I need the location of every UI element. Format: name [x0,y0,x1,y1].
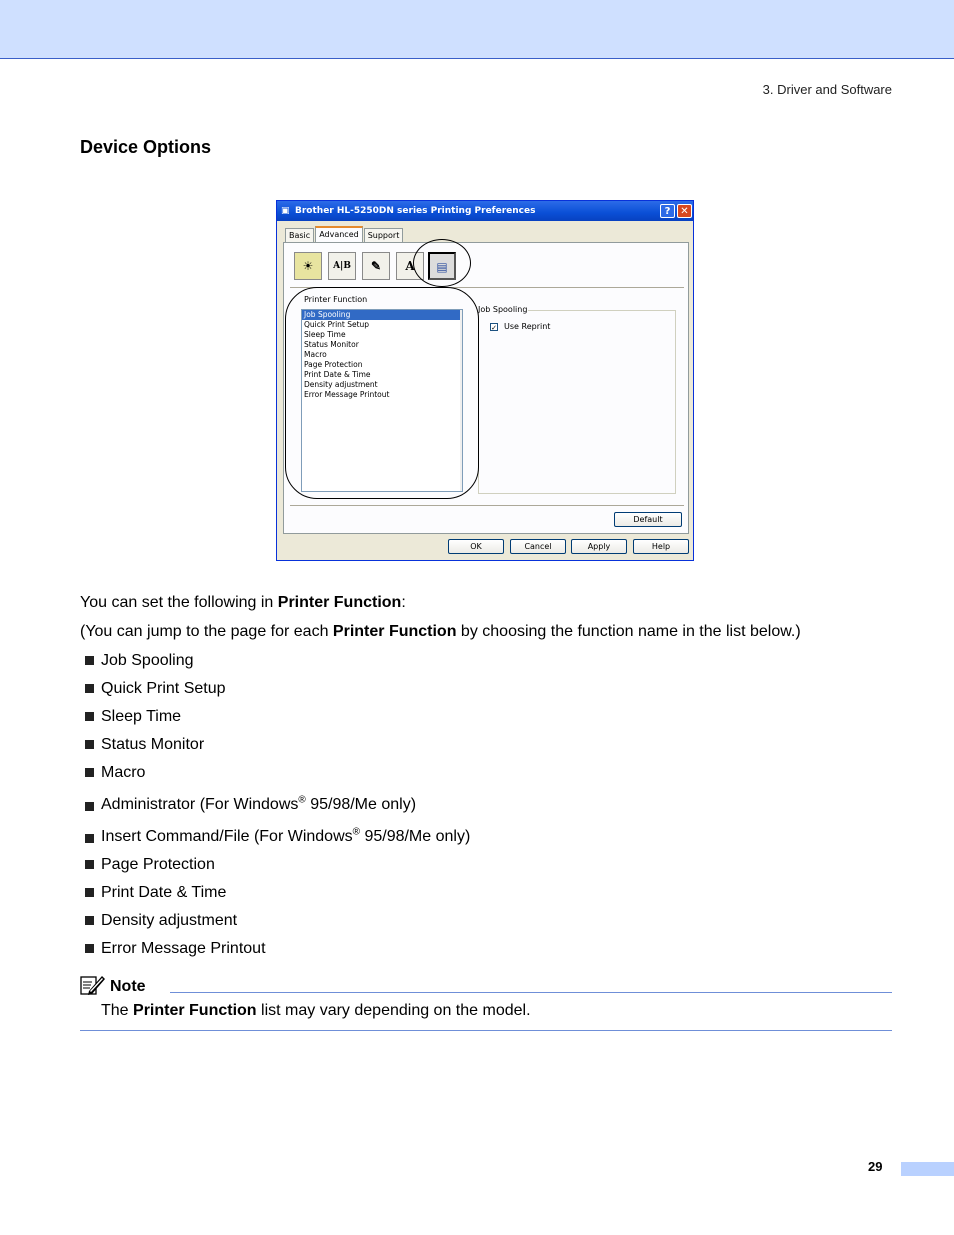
bullet-icon [85,916,94,925]
list-item[interactable]: Sleep Time [304,330,346,339]
list-item[interactable] [84,911,470,939]
feature-label: 95/98/Me only) [360,828,471,845]
list-item[interactable] [84,823,470,855]
tab-advanced[interactable]: Advanced [315,226,363,243]
intro-line-1-prefix: You can set the following in [80,594,278,611]
help-button[interactable]: Help [633,539,689,554]
help-titlebar-button[interactable]: ? [660,204,675,218]
duplex-icon[interactable]: A|B [328,252,356,280]
list-item[interactable] [84,855,470,883]
list-item[interactable] [84,679,470,707]
note-text [101,1002,531,1020]
registered-mark: ® [298,794,306,806]
list-item[interactable]: Error Message Printout [304,390,390,399]
note-pencil-icon [80,974,106,996]
note-divider-bottom [80,1030,892,1031]
bullet-icon [85,712,94,721]
bullet-icon [85,860,94,869]
list-item[interactable]: Macro [304,350,327,359]
feature-label: Insert Command/File (For Windows [101,828,353,845]
apply-button[interactable]: Apply [571,539,627,554]
bullet-icon [85,684,94,693]
tab-basic[interactable]: Basic [285,228,314,242]
page-tab-marker [901,1162,954,1176]
section-title: Device Options [80,137,212,157]
watermark-icon[interactable]: ✎ [362,252,390,280]
intro-line-1 [80,594,406,612]
use-reprint-label: Use Reprint [504,322,551,331]
printer-function-bullet-list [84,651,470,967]
intro-line-1-suffix: : [401,594,406,611]
default-button[interactable]: Default [614,512,682,527]
list-item[interactable]: Quick Print Setup [304,320,370,329]
advanced-panel [283,242,689,534]
list-item[interactable]: Density adjustment [304,380,378,389]
note-text-suffix: list may vary depending on the model. [256,1002,531,1019]
list-item[interactable] [84,939,470,967]
feature-label: Job Spooling [101,652,194,669]
list-item[interactable] [84,883,470,911]
feature-label: 95/98/Me only) [305,796,417,813]
feature-label: Status Monitor [101,736,205,753]
bullet-icon [85,944,94,953]
header-band [0,0,954,59]
device-options-icon[interactable]: ▤ [428,252,456,280]
feature-label: Administrator (For Windows [101,796,299,813]
list-item[interactable]: Job Spooling [302,310,462,320]
intro-line-1-bold: Printer Function [277,594,402,611]
print-quality-icon[interactable]: ☀ [294,252,322,280]
bullet-icon [85,656,94,665]
bullet-icon [85,768,94,777]
intro-line-2 [80,623,801,641]
registered-mark: ® [352,826,360,838]
feature-label: Quick Print Setup [101,680,226,697]
tab-support[interactable]: Support [364,228,404,242]
note-divider-top [170,992,892,993]
bullet-icon [85,802,94,811]
font-settings-icon[interactable]: A [396,252,424,280]
feature-label: Sleep Time [101,708,182,725]
chapter-header: 3. Driver and Software [762,82,892,97]
dialog-titlebar [277,201,693,221]
close-button[interactable]: ✕ [677,204,692,218]
list-item[interactable]: Status Monitor [304,340,359,349]
feature-label: Error Message Printout [101,940,266,957]
note-text-prefix: The [101,1002,134,1019]
feature-label: Macro [101,764,146,781]
note-text-bold: Printer Function [133,1002,257,1019]
job-spooling-label: Job Spooling [478,305,528,314]
bullet-icon [85,888,94,897]
list-item[interactable] [84,763,470,791]
printer-function-list[interactable] [301,309,463,492]
toolbar-divider [290,287,684,288]
list-item[interactable] [84,707,470,735]
list-item[interactable] [84,791,470,823]
list-item[interactable]: Page Protection [304,360,363,369]
list-item[interactable]: Print Date & Time [304,370,371,379]
list-scroll-edge [460,310,462,491]
job-spooling-group [478,310,676,494]
ok-button[interactable]: OK [448,539,504,554]
bullet-icon [85,740,94,749]
printer-icon: ▣ [281,206,290,216]
feature-label: Page Protection [101,856,215,873]
printing-preferences-dialog [276,200,694,561]
panel-bottom-divider [290,505,684,506]
printer-function-label: Printer Function [304,295,368,304]
note-title: Note [110,978,146,995]
intro-line-2-bold: Printer Function [332,623,457,640]
use-reprint-checkbox[interactable]: ✓ [491,324,497,332]
dialog-title: Brother HL-5250DN series Printing Preferences [295,206,536,216]
bullet-icon [85,834,94,843]
page-number: 29 [868,1159,883,1174]
intro-line-2-suffix: by choosing the function name in the list below.) [456,623,801,640]
feature-label: Print Date & Time [101,884,227,901]
list-item[interactable] [84,651,470,679]
intro-line-2-prefix: (You can jump to the page for each [80,623,333,640]
feature-label: Density adjustment [101,912,238,929]
list-item[interactable] [84,735,470,763]
cancel-button[interactable]: Cancel [510,539,566,554]
tab-strip [285,228,404,243]
